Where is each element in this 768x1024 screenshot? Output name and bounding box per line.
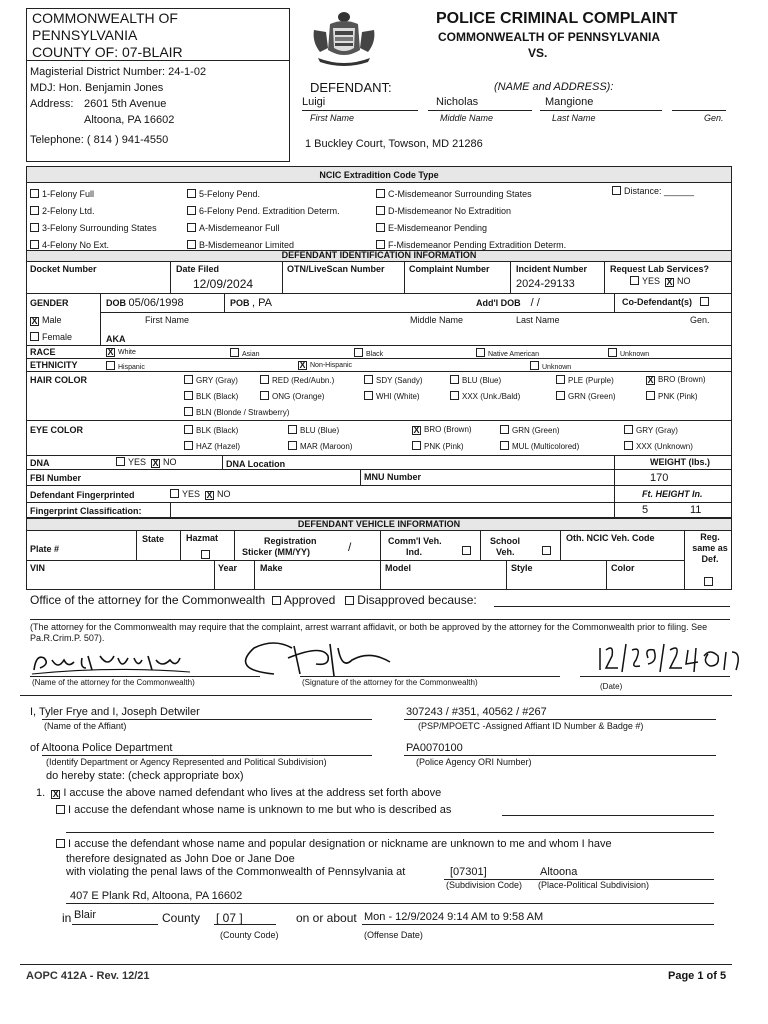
dna-location-label: DNA Location [226, 459, 286, 469]
registration-label: Registration [264, 536, 317, 546]
year-label: Year [218, 563, 238, 573]
weight-value: 170 [650, 472, 669, 484]
eye-pnk[interactable]: PNK (Pink) [412, 441, 464, 451]
make-label: Make [260, 563, 283, 573]
hair-xxx[interactable]: XXX (Unk./Bald) [450, 391, 520, 401]
ncic-option[interactable]: 4-Felony No Ext. [30, 237, 157, 254]
commercial-checkbox[interactable] [462, 541, 474, 559]
hair-pnk[interactable]: PNK (Pink) [646, 391, 698, 401]
accuse-option-2[interactable]: I accuse the defendant whose name is unknown to me but who is described as [56, 804, 451, 816]
hair-color-label: HAIR COLOR [30, 375, 87, 385]
ncic-option[interactable]: 3-Felony Surrounding States [30, 220, 157, 237]
race-native-american[interactable]: Native American [476, 348, 539, 358]
hazmat-label: Hazmat [186, 533, 219, 543]
oth-ncic-label: Oth. NCIC Veh. Code [566, 533, 655, 543]
vehicle-title: DEFENDANT VEHICLE INFORMATION [297, 519, 461, 529]
first-name-caption: First Name [310, 113, 355, 123]
vin-label: VIN [30, 563, 46, 573]
gen-caption: Gen. [704, 113, 724, 123]
dna-choice[interactable]: YES X NO [116, 457, 177, 468]
affiant-dept-caption: (Identify Department or Agency Represented and Political Subdivision) [46, 757, 327, 767]
ident-title: DEFENDANT IDENTIFICATION INFORMATION [281, 250, 477, 260]
ncic-option[interactable]: A-Misdemeanor Full [187, 220, 340, 237]
subdivision-code: [07301] [450, 866, 487, 878]
state-check-text: do hereby state: (check appropriate box) [46, 770, 244, 782]
about-label: on or about [296, 911, 357, 925]
date-filed-label: Date Filed [176, 264, 220, 274]
model-label: Model [385, 563, 411, 573]
aka-middle-label: Middle Name [410, 315, 464, 325]
sticker-label: Sticker (MM/YY) [242, 547, 311, 557]
attorney-note: (The attorney for the Commonwealth may require that the complaint, arrest warrant affidavit, or both be approved by the attorney for the Commonwealth prior to filing. See Pa.R.Crim.P. 507). [30, 622, 708, 643]
co-defendant-field[interactable]: Co-Defendant(s) [622, 297, 712, 307]
ncic-option[interactable]: D-Misdemeanor No Extradition [376, 203, 566, 220]
ncic-col3 [376, 186, 566, 254]
ncic-title: NCIC Extradition Code Type [319, 170, 439, 180]
handwritten-date-icon [596, 640, 756, 676]
hair-grn[interactable]: GRN (Green) [556, 391, 616, 401]
affiant-department: of Altoona Police Department [30, 742, 173, 754]
ethnicity-hispanic[interactable]: Hispanic [106, 361, 145, 371]
ncic-option[interactable]: F-Misdemeanor Pending Extradition Determ. [376, 237, 566, 254]
signed-date [596, 640, 768, 676]
defendant-middle-name: Nicholas [436, 96, 479, 108]
hair-ong[interactable]: ONG (Orange) [260, 391, 324, 401]
fingerprinted-label: Defendant Fingerprinted [30, 490, 135, 500]
affiant-ori-caption: (Police Agency ORI Number) [416, 757, 532, 767]
ncic-option[interactable]: C-Misdemeanor Surrounding States [376, 186, 566, 203]
hair-ple[interactable]: PLE (Purple) [556, 375, 614, 385]
dna-label: DNA [30, 458, 50, 468]
docket-label: Docket Number [30, 264, 97, 274]
offense-date: Mon - 12/9/2024 9:14 AM to 9:58 AM [364, 911, 544, 923]
fbi-label: FBI Number [30, 473, 82, 483]
form-title: POLICE CRIMINAL COMPLAINT [436, 10, 678, 27]
eye-xxx[interactable]: XXX (Unknown) [624, 441, 693, 451]
last-name-caption: Last Name [552, 113, 596, 123]
ncic-option[interactable]: B-Misdemeanor Limited [187, 237, 340, 254]
school-label: School [490, 536, 521, 546]
eye-gry[interactable]: GRY (Gray) [624, 425, 678, 435]
ncic-option[interactable]: 5-Felony Pend. [187, 186, 340, 203]
affiant-name-caption: (Name of the Affiant) [44, 721, 127, 731]
ethnicity-unknown[interactable]: Unknown [530, 361, 571, 371]
name-address-label: (NAME and ADDRESS): [494, 81, 614, 93]
hair-blk[interactable]: BLK (Black) [184, 391, 238, 401]
county-in-label: in [62, 911, 72, 925]
county-line1: COMMONWEALTH OF [32, 10, 178, 26]
eye-mul[interactable]: MUL (Multicolored) [500, 441, 579, 451]
plate-label: Plate # [30, 544, 60, 554]
defendant-last-name: Mangione [545, 96, 594, 108]
school-checkbox[interactable] [542, 541, 554, 559]
court-address-line1: 2601 5th Avenue [84, 98, 167, 110]
accuse-option-3[interactable]: I accuse the defendant whose name and popular designation or nickname are unknown to me and whom I have [56, 838, 612, 850]
county-heading [32, 10, 183, 61]
race-black[interactable]: Black [354, 348, 383, 358]
form-subtitle: COMMONWEALTH OF PENNSYLVANIA [438, 30, 660, 44]
dob-field: DOB 05/06/1998 [106, 297, 184, 309]
ncic-option[interactable]: E-Misdemeanor Pending [376, 220, 566, 237]
offense-location: 407 E Plank Rd, Altoona, PA 16602 [70, 890, 243, 902]
lab-services-choice[interactable]: YES X NO [630, 276, 691, 287]
otn-label: OTN/LiveScan Number [287, 264, 385, 274]
hair-red[interactable]: RED (Red/Aubn.) [260, 375, 334, 385]
court-address-label: Address: [30, 98, 74, 110]
hair-sdy[interactable]: SDY (Sandy) [364, 375, 423, 385]
disapproved-option[interactable]: Disapproved because: [345, 593, 476, 607]
form-id: AOPC 412A - Rev. 12/21 [26, 970, 150, 982]
county-label: County [162, 911, 201, 925]
height-in-value: 11 [690, 504, 702, 516]
complaint-number-label: Complaint Number [409, 264, 490, 274]
commonwealth-seal [308, 10, 380, 68]
place-value: Altoona [540, 866, 578, 878]
hair-bro[interactable]: X BRO (Brown) [647, 375, 706, 385]
weight-label: WEIGHT (lbs.) [650, 457, 710, 467]
male-option[interactable]: X Male [31, 315, 62, 326]
ethnicity-non-hispanic[interactable]: X Non-Hispanic [299, 360, 353, 370]
commercial-label: Comm'l Veh. [388, 536, 442, 546]
addl-dob-field: Add'l DOB / / [476, 297, 540, 309]
race-asian[interactable]: Asian [230, 348, 260, 358]
eye-grn[interactable]: GRN (Green) [500, 425, 560, 435]
ethnicity-label: ETHNICITY [30, 360, 78, 370]
defendant-address: 1 Buckley Court, Towson, MD 21286 [305, 138, 483, 150]
fingerprinted-choice[interactable]: YES X NO [170, 489, 231, 500]
eye-blk[interactable]: BLK (Black) [184, 425, 238, 435]
seal-icon [308, 10, 380, 68]
style-label: Style [511, 563, 533, 573]
ind-label: Ind. [406, 547, 422, 557]
eye-mar[interactable]: MAR (Maroon) [288, 441, 352, 451]
middle-name-caption: Middle Name [440, 113, 494, 123]
county-line3: COUNTY OF: 07-BLAIR [32, 44, 183, 60]
attorney-date-caption: (Date) [600, 682, 623, 691]
penal-text: with violating the penal laws of the Commonwealth of Pennsylvania at [66, 866, 406, 878]
county-code: [ 07 ] [216, 911, 243, 925]
sticker-slash: / [348, 540, 352, 554]
page-number: Page 1 of 5 [668, 970, 727, 982]
ncic-option[interactable]: 6-Felony Pend. Extradition Determ. [187, 203, 340, 220]
ncic-option[interactable]: 1-Felony Full [30, 186, 157, 203]
reg-same-label: Reg. same as Def. [692, 532, 728, 564]
eye-blu[interactable]: BLU (Blue) [288, 425, 339, 435]
vs-label: VS. [528, 46, 548, 60]
affiant-id-caption: (PSP/MPOETC -Assigned Affiant ID Number & Badge #) [418, 721, 644, 731]
county-value: Blair [74, 909, 97, 921]
accuse-option-3-cont: therefore designated as John Doe or Jane Doe [66, 853, 295, 865]
veh-label: Veh. [496, 547, 515, 557]
color-label: Color [611, 563, 635, 573]
height-ft-value: 5 [642, 504, 649, 516]
aka-first-label: First Name [145, 315, 190, 325]
county-line2: PENNSYLVANIA [32, 27, 138, 43]
race-unknown[interactable]: Unknown [608, 348, 649, 358]
court-address-line2: Altoona, PA 16602 [84, 114, 175, 126]
date-filed-value: 12/09/2024 [193, 277, 254, 291]
aka-label: AKA [106, 334, 126, 344]
height-label: Ft. HEIGHT In. [642, 489, 703, 499]
approved-option[interactable]: Approved [272, 593, 335, 607]
race-label: RACE [30, 347, 56, 357]
hair-blu[interactable]: BLU (Blue) [450, 375, 501, 385]
attorney-name-caption: (Name of the attorney for the Commonwealth) [32, 678, 195, 687]
hair-gry[interactable]: GRY (Gray) [184, 375, 238, 385]
female-option[interactable]: Female [30, 332, 72, 342]
aka-gen-label: Gen. [690, 315, 710, 325]
telephone-line: Telephone: ( 814 ) 941-4550 [30, 134, 169, 146]
eye-color-label: EYE COLOR [30, 425, 84, 435]
attorney-signature-caption: (Signature of the attorney for the Commonwealth) [302, 678, 478, 687]
incident-value: 2024-29133 [516, 278, 575, 290]
eye-haz[interactable]: HAZ (Hazel) [184, 441, 240, 451]
lab-services-label: Request Lab Services? [610, 264, 710, 274]
reg-same-checkbox[interactable] [704, 572, 716, 590]
accuse-option-1[interactable]: 1. X I accuse the above named defendant who lives at the address set forth above [36, 787, 442, 799]
district-line: Magisterial District Number: 24-1-02 [30, 66, 207, 78]
ncic-option[interactable]: 2-Felony Ltd. [30, 203, 157, 220]
offense-date-caption: (Offense Date) [364, 930, 423, 940]
handwritten-name-icon [30, 648, 210, 676]
defendant-first-name: Luigi [302, 96, 326, 108]
defendant-label: DEFENDANT: [310, 80, 392, 95]
signature-icon [230, 640, 400, 680]
distance-field[interactable]: Distance: ______ [612, 186, 694, 196]
affiant-name: I, Tyler Frye and I, Joseph Detwiler [30, 706, 200, 718]
ncic-col2 [187, 186, 340, 254]
affiant-id: 307243 / #351, 40562 / #267 [406, 706, 547, 718]
mdj-line: MDJ: Hon. Benjamin Jones [30, 82, 164, 94]
place-caption: (Place-Political Subdivision) [538, 880, 650, 890]
county-code-caption: (County Code) [220, 930, 279, 940]
mnu-label: MNU Number [364, 472, 422, 482]
fp-class-label: Fingerprint Classification: [30, 506, 142, 516]
attorney-name-signature [30, 648, 210, 676]
gender-label: GENDER [30, 298, 69, 308]
hair-whi[interactable]: WHI (White) [364, 391, 420, 401]
aka-last-label: Last Name [516, 315, 560, 325]
incident-label: Incident Number [516, 264, 588, 274]
eye-bro[interactable]: X BRO (Brown) [413, 425, 472, 435]
attorney-approval-line: Office of the attorney for the Commonwealth Approved Disapproved because: [30, 593, 477, 607]
subdivision-caption: (Subdivision Code) [446, 880, 523, 890]
attorney-signature [230, 640, 400, 680]
race-white[interactable]: X White [107, 347, 136, 357]
hair-bln[interactable]: BLN (Blonde / Strawberry) [184, 407, 289, 417]
state-label: State [142, 534, 165, 544]
pob-field: POB , PA [230, 297, 273, 309]
affiant-ori: PA0070100 [406, 742, 463, 754]
ncic-col1 [30, 186, 157, 254]
